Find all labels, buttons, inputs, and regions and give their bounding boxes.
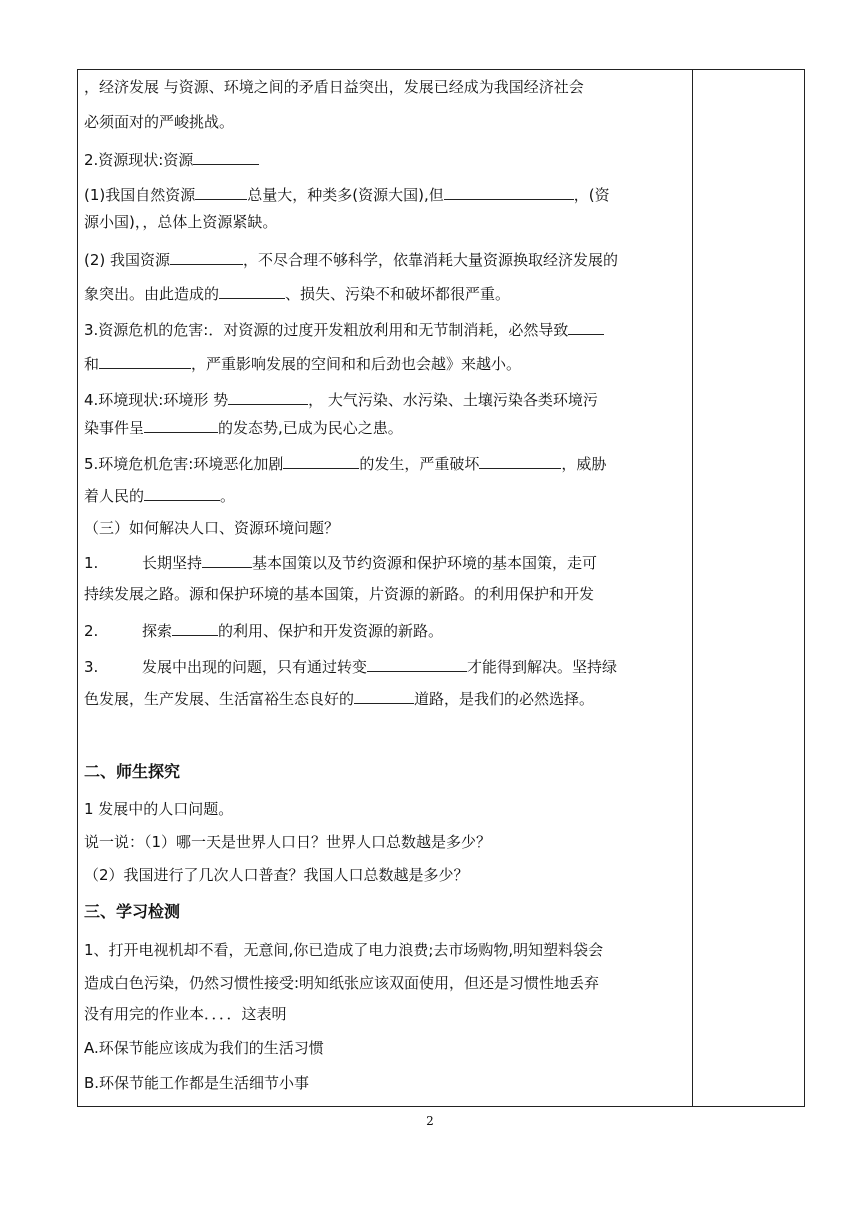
text-line: 必须面对的严峻挑战。 (84, 113, 235, 131)
section-subheading: （三）如何解决人口、资源环境问题？ (84, 519, 340, 537)
resource-status-line: 2.资源现状:资源 (84, 148, 259, 170)
text-line: 和 ，严重影响发展的空间和和后劲也会越》来越小。 (84, 352, 521, 374)
answer-option-b[interactable]: B.环保节能工作都是生活细节小事 (84, 1074, 310, 1092)
text-line: 2. 探索 的利用、保护和开发资源的新路。 (84, 619, 443, 641)
text-line: ，经济发展 与资源、环境之间的矛盾日益突出，发展已经成为我国经济社会 (84, 78, 584, 96)
fill-blank[interactable] (283, 452, 359, 469)
text-line: （2）我国进行了几次人口普查？我国人口总数越是多少？ (84, 866, 469, 884)
text-line: 3.资源危机的危害:．对资源的过度开发粗放利用和无节制消耗，必然导致 (84, 318, 604, 340)
text-line: 4.环境现状:环境形 势 ， 大气污染、水污染、土壤污染各类环境污 (84, 388, 598, 410)
fill-blank[interactable] (193, 148, 259, 165)
text-line: 象突出。由此造成的 、损失、污染不和破坏都很严重。 (84, 282, 510, 304)
text-line: 染事件呈 的发态势,已成为民心之患。 (84, 416, 403, 438)
text-line: 1 发展中的人口问题。 (84, 800, 234, 818)
fill-blank[interactable] (170, 248, 243, 265)
text-line: 3. 发展中出现的问题，只有通过转变 才能得到解决。坚持绿 (84, 655, 617, 677)
text-line: 持续发展之路。源和保护环境的基本国策，片资源的新路。的利用保护和开发 (84, 585, 595, 603)
section-heading-teacher-student: 二、师生探究 (84, 762, 181, 781)
text-line: (2) 我国资源 ，不尽合理不够科学，依靠消耗大量资源换取经济发展的 (84, 248, 618, 270)
text-line: 源小国)，，总体上资源紧缺。 (84, 213, 278, 231)
fill-blank[interactable] (195, 183, 247, 200)
worksheet-table (77, 69, 805, 1107)
fill-blank[interactable] (144, 416, 218, 433)
column-divider (692, 70, 693, 1106)
fill-blank[interactable] (367, 655, 467, 672)
section-heading-test: 三、学习检测 (84, 902, 181, 921)
answer-option-a[interactable]: A.环保节能应该成为我们的生活习惯 (84, 1039, 324, 1057)
question-text: 没有用完的作业本．．．．这表明 (84, 1005, 287, 1023)
question-text: 造成白色污染，仍然习惯性接受:明知纸张应该双面使用，但还是习惯性地丢弃 (84, 974, 600, 992)
fill-blank[interactable] (99, 352, 191, 369)
text-line: 说一说：（1）哪一天是世界人口日？世界人口总数越是多少？ (84, 833, 492, 851)
fill-blank[interactable] (172, 619, 218, 636)
fill-blank[interactable] (202, 551, 252, 568)
fill-blank[interactable] (354, 687, 414, 704)
text-line: 1. 长期坚持 基本国策以及节约资源和保护环境的基本国策，走可 (84, 551, 597, 573)
fill-blank[interactable] (444, 183, 574, 200)
fill-blank[interactable] (228, 388, 308, 405)
fill-blank[interactable] (144, 484, 220, 501)
question-text: 1、打开电视机却不看，无意间,你已造成了电力浪费;去市场购物,明知塑料袋会 (84, 941, 604, 959)
fill-blank[interactable] (219, 282, 285, 299)
text-line: 5.环境危机危害:环境恶化加剧 的发生，严重破坏 ，威胁 (84, 452, 606, 474)
text-line: 着人民的 。 (84, 484, 235, 506)
page-number: 2 (426, 1114, 434, 1128)
fill-blank[interactable] (568, 318, 604, 335)
fill-blank[interactable] (479, 452, 561, 469)
text-line: 色发展，生产发展、生活富裕生态良好的 道路，是我们的必然选择。 (84, 687, 594, 709)
text-line: (1)我国自然资源 总量大，种类多(资源大国),但 ，(资 (84, 183, 610, 205)
